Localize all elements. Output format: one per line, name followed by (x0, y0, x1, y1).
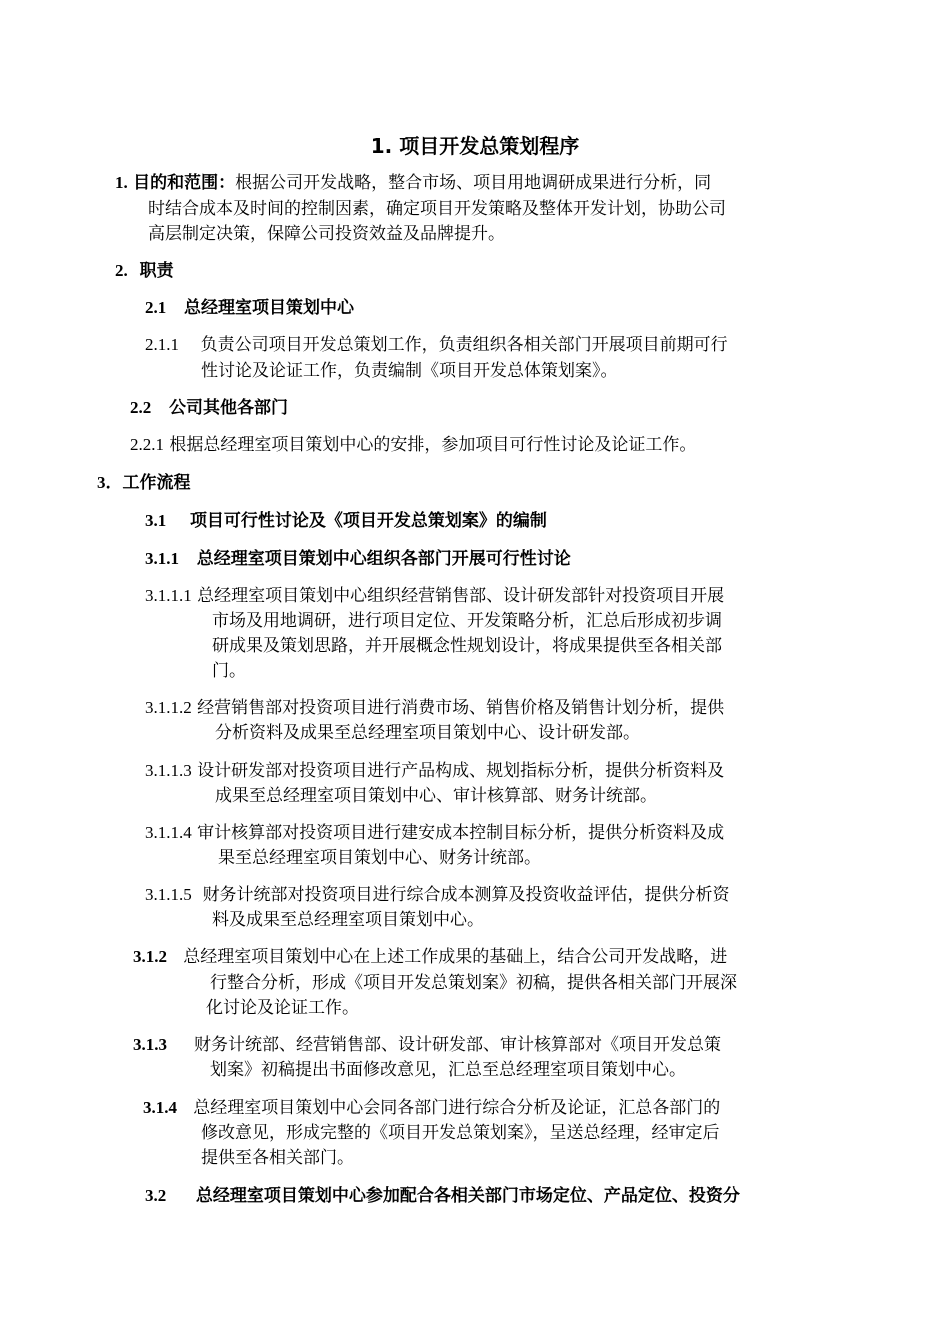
section-3-1-heading (145, 508, 547, 534)
section-3-1-1-1-line-1 (145, 583, 724, 609)
section-3-1-1-1-line-4: 门。 (212, 661, 246, 681)
section-3-1-2-line-3: 化讨论及论证工作。 (206, 998, 359, 1018)
section-label: 目的和范围： (133, 173, 236, 193)
body-text: 中心。 (433, 910, 484, 930)
body-text: 的安排，参加项目可行性讨论及论证工作。 (373, 435, 697, 455)
body-text: 审计核算部对投资项目进行建安成本控制目标分析，提供分析资料及成 (197, 823, 725, 843)
highlight-text: 项目策划 (334, 786, 402, 806)
section-number: 3.1.1.5 (145, 885, 192, 904)
body-text: 中心、审计核算部、财务计统部。 (402, 786, 657, 806)
body-text: 中心、设计研发部。 (487, 723, 640, 743)
section-3-1-2-line-1 (133, 944, 727, 970)
section-3-1-1-2-line-2 (215, 720, 640, 746)
section-2-heading (115, 258, 174, 284)
section-3-1-3-line-1 (133, 1032, 721, 1058)
section-3-1-1-1-line-2: 市场及用地调研，进行项目定位、开发策略分析，汇总后形成初步调 (212, 611, 722, 631)
body-text: 负责公司项目开发总策划工作，负责组织各相关部门开展项目前期可行 (200, 335, 728, 355)
body-text: 总经理室项目策划中心会同各部门进行综合分析及论证，汇总各部门的 (193, 1098, 721, 1118)
section-number: 3.1.1.3 (145, 761, 192, 780)
section-3-1-1-3-line-1 (145, 758, 724, 784)
section-number: 3.2 (145, 1186, 167, 1205)
section-number: 1. (115, 173, 128, 192)
section-2-1-heading (145, 295, 354, 321)
section-number: 3． (97, 473, 123, 492)
section-number: 3.1.1.4 (145, 823, 192, 842)
body-text: 财务计统部、经营销售部、设计研发部、审计核算部对《项目开发总策 (194, 1035, 722, 1055)
section-2-2-heading (130, 395, 288, 421)
section-2-2-1-line (130, 432, 696, 458)
body-text: 根据公司开发战略，整合市场、项目用地调研成果进行分析，同 (235, 173, 712, 193)
section-number: 2.2.1 (130, 435, 164, 454)
page-title: 1. 项目开发总策划程序 (370, 134, 580, 158)
section-3-heading (97, 470, 191, 496)
body-text: 总经理室 (197, 586, 266, 606)
section-label: 职责 (139, 261, 174, 281)
section-label: 总经理室项目策划中心参加配合各相关部门市场定位、产品定位、投资分 (195, 1186, 740, 1206)
section-2-1-1-line-2: 性讨论及论证工作，负责编制《项目开发总体策划案》。 (201, 361, 618, 381)
body-text: 财务计统部对投资项目进行综合成本测算及投资收益评估，提供分析资 (202, 885, 730, 905)
section-number: 2.1 (145, 298, 167, 317)
body-text: 中心、财务计统部。 (388, 848, 541, 868)
section-number: 3.1 (145, 511, 167, 530)
section-3-1-1-4-line-1 (145, 820, 724, 846)
highlight-text: 项目策划 (365, 910, 433, 930)
section-label: 总经理室项目策划中心组织各部门开展可行性讨论 (196, 549, 571, 569)
section-number: 3.1.2 (133, 947, 167, 966)
body-text: 总经理室项目策划中心在上述工作成果的基础上，结合公司开发战略，进 (183, 947, 728, 967)
section-number: 3.1.3 (133, 1035, 167, 1054)
section-number: 3.1.1.1 (145, 586, 192, 605)
body-text: 分析资料及成果至总经理室 (215, 723, 419, 743)
body-text: 料及成果至总经理室 (212, 910, 365, 930)
section-3-1-1-heading (145, 546, 571, 572)
section-1-line-2: 时结合成本及时间的控制因素，确定项目开发策略及整体开发计划，协助公司 (148, 199, 726, 219)
section-3-2-heading (145, 1183, 740, 1209)
body-text: 成果至总经理室 (215, 786, 334, 806)
section-3-1-1-3-line-2 (215, 783, 657, 809)
section-3-1-1-5-line-2 (212, 907, 484, 933)
section-3-1-4-line-2: 修改意见，形成完整的《项目开发总策划案》，呈送总经理，经审定后 (201, 1123, 720, 1143)
section-label: 公司其他各部门 (169, 398, 289, 418)
section-label: 项目可行性讨论及《项目开发总策划案》的编制 (189, 511, 547, 531)
section-3-1-1-5-line-1 (145, 882, 730, 908)
section-label: 工作流程 (122, 473, 191, 493)
section-1-line-1 (115, 170, 711, 196)
section-3-1-1-2-line-1 (145, 695, 724, 721)
body-text: 中心组织经营销售部、设计研发部针对投资项目开展 (333, 586, 725, 606)
section-3-1-2-line-2: 行整合分析，形成《项目开发总策划案》初稿，提供各相关部门开展深 (210, 973, 737, 993)
section-2-1-1-line-1 (145, 332, 728, 358)
section-3-1-4-line-1 (143, 1095, 720, 1121)
section-number: 3.1.4 (143, 1098, 177, 1117)
section-label: 总经理室项目策划中心 (184, 298, 355, 318)
body-text: 设计研发部对投资项目进行产品构成、规划指标分析，提供分析资料及 (197, 761, 725, 781)
body-text: 果至总经理室 (218, 848, 320, 868)
section-3-1-3-line-2: 划案》初稿提出书面修改意见，汇总至总经理室项目策划中心。 (210, 1060, 686, 1080)
section-number: 2. (115, 261, 128, 280)
section-1-line-3: 高层制定决策，保障公司投资效益及品牌提升。 (148, 224, 505, 244)
section-3-1-1-4-line-2 (218, 845, 541, 871)
body-text: 经营销售部对投资项目进行消费市场、销售价格及销售计划分析，提供 (197, 698, 725, 718)
highlight-text: 项目策划 (320, 848, 388, 868)
section-number: 2.1.1 (145, 335, 179, 354)
section-number: 3.1.1 (145, 549, 179, 568)
highlight-text: 项目策划 (265, 586, 334, 606)
body-text: 根据总经理室 (169, 435, 272, 455)
section-3-1-1-1-line-3: 研成果及策划思路，并开展概念性规划设计，将成果提供至各相关部 (212, 636, 722, 656)
highlight-text: 项目策划 (419, 723, 487, 743)
section-number: 2.2 (130, 398, 152, 417)
section-3-1-4-line-3: 提供至各相关部门。 (201, 1148, 354, 1168)
highlight-text: 项目策划中心 (271, 435, 374, 455)
section-number: 3.1.1.2 (145, 698, 192, 717)
